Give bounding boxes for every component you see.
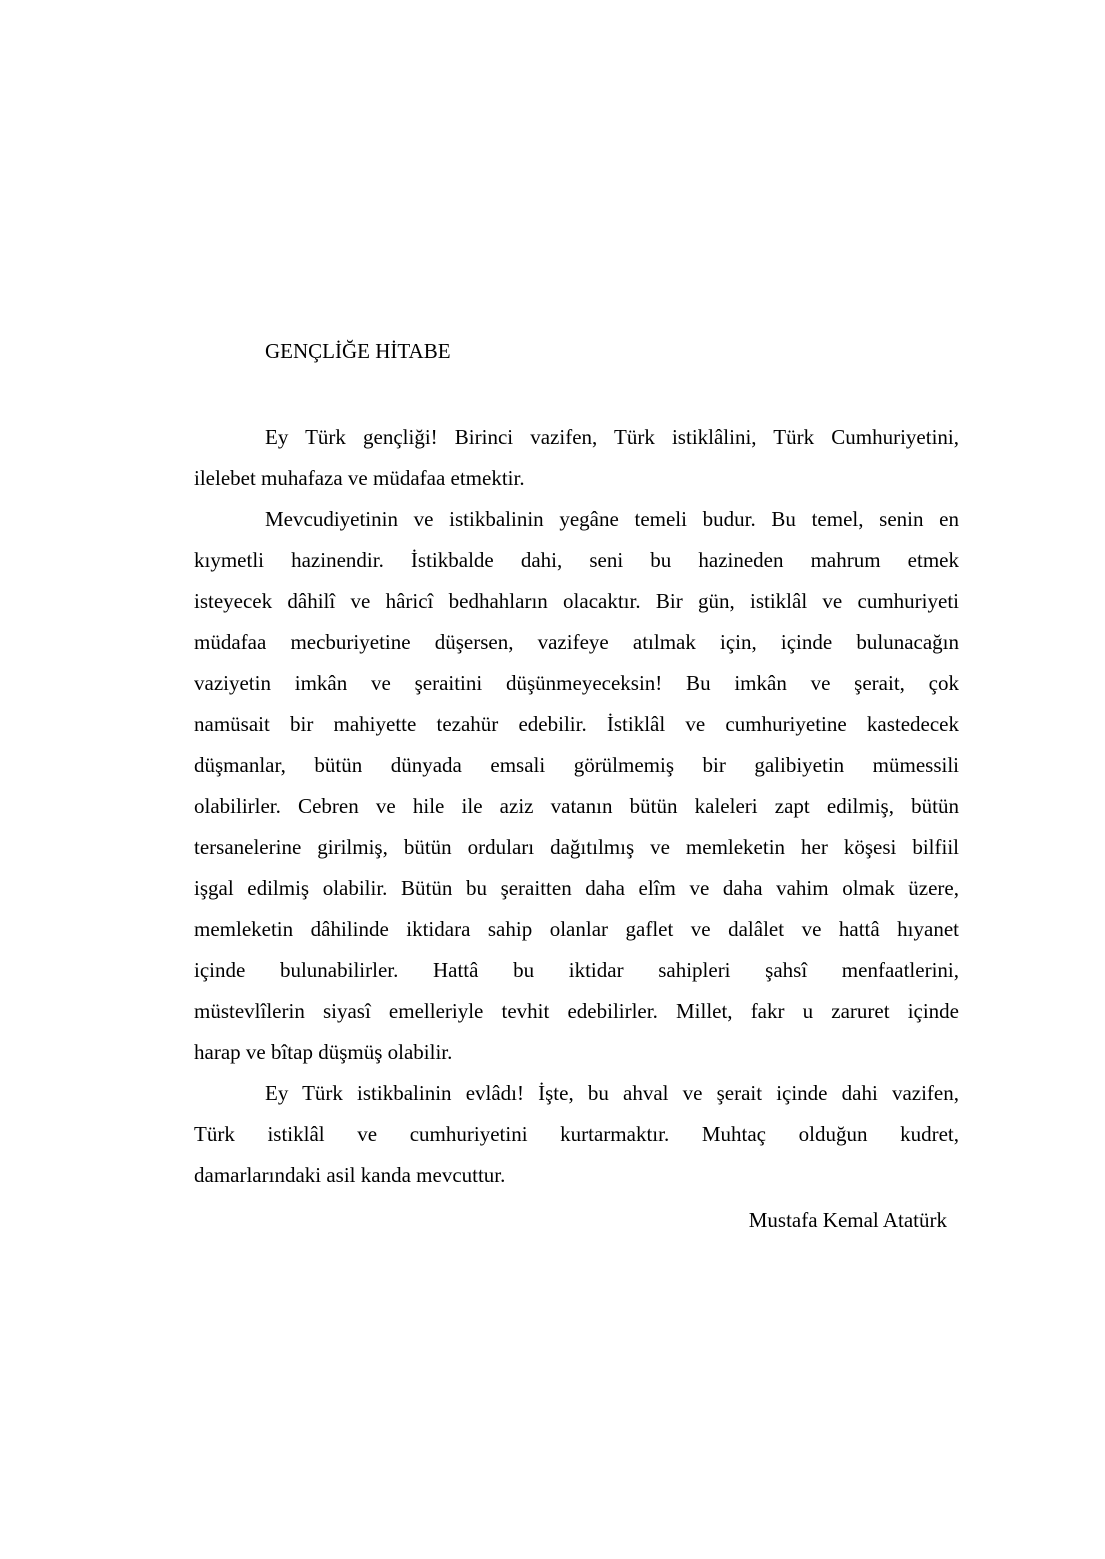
text-line: işgal edilmiş olabilir. Bütün bu şeraitten daha elîm ve daha vahim olmak üzere,	[194, 876, 959, 900]
text-line: Mevcudiyetinin ve istikbalinin yegâne temeli budur. Bu temel, senin en	[265, 507, 959, 531]
paragraph	[194, 417, 959, 499]
document-body	[194, 417, 959, 1196]
text-line: Ey Türk istikbalinin evlâdı! İşte, bu ahval ve şerait içinde dahi vazifen,	[265, 1081, 959, 1105]
text-line: isteyecek dâhilî ve hâricî bedhahların olacaktır. Bir gün, istiklâl ve cumhuriyeti	[194, 589, 959, 613]
text-line: müstevlîlerin siyasî emelleriyle tevhit edebilirler. Millet, fakr u zaruret içinde	[194, 999, 959, 1023]
text-line: harap ve bîtap düşmüş olabilir.	[194, 1040, 453, 1064]
document-title: GENÇLİĞE HİTABE	[265, 339, 451, 363]
text-line: kıymetli hazinendir. İstikbalde dahi, seni bu hazineden mahrum etmek	[194, 548, 959, 572]
text-line: Ey Türk gençliği! Birinci vazifen, Türk istiklâlini, Türk Cumhuriyetini,	[265, 425, 959, 449]
text-line: vaziyetin imkân ve şeraitini düşünmeyeceksin! Bu imkân ve şerait, çok	[194, 671, 959, 695]
signature: Mustafa Kemal Atatürk	[748, 1208, 947, 1232]
text-line: tersanelerine girilmiş, bütün orduları dağıtılmış ve memleketin her köşesi bilfiil	[194, 835, 959, 859]
paragraph	[194, 499, 959, 1073]
text-line: olabilirler. Cebren ve hile ile aziz vatanın bütün kaleleri zapt edilmiş, bütün	[194, 794, 959, 818]
text-line: damarlarındaki asil kanda mevcuttur.	[194, 1163, 506, 1187]
text-line: Türk istiklâl ve cumhuriyetini kurtarmaktır. Muhtaç olduğun kudret,	[194, 1122, 959, 1146]
text-line: memleketin dâhilinde iktidara sahip olanlar gaflet ve dalâlet ve hattâ hıyanet	[194, 917, 959, 941]
text-line: namüsait bir mahiyette tezahür edebilir. İstiklâl ve cumhuriyetine kastedecek	[194, 712, 959, 736]
text-line: düşmanlar, bütün dünyada emsali görülmemiş bir galibiyetin mümessili	[194, 753, 959, 777]
paragraph	[194, 1073, 959, 1196]
text-line: müdafaa mecburiyetine düşersen, vazifeye atılmak için, içinde bulunacağın	[194, 630, 959, 654]
text-line: içinde bulunabilirler. Hattâ bu iktidar sahipleri şahsî menfaatlerini,	[194, 958, 959, 982]
text-line: ilelebet muhafaza ve müdafaa etmektir.	[194, 466, 525, 490]
